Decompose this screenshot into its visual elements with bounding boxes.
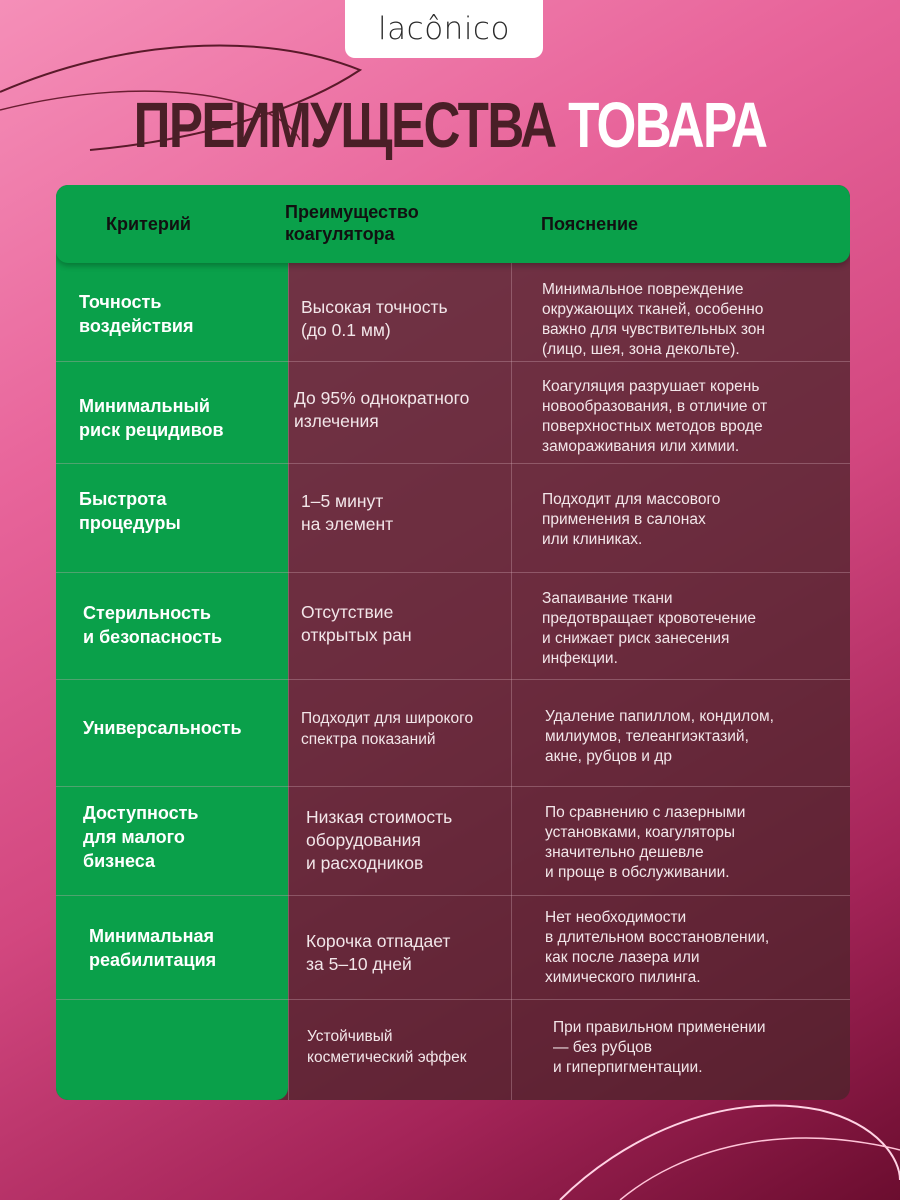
advantage-cell: Подходит для широкого спектра показаний — [301, 710, 474, 748]
explanation-cell: Запаивание ткани предотвращает кровотечение и снижает риск занесения инфекции. — [542, 590, 757, 667]
advantage-cell: Высокая точность (до 0.1 мм) — [301, 297, 448, 340]
advantage-cell: Устойчивый косметический эффек — [307, 1028, 467, 1066]
criterion-cell: Точность воздействия — [79, 292, 194, 336]
criterion-cell: Минимальный риск рецидивов — [79, 396, 224, 440]
advantage-cell: Корочка отпадает за 5–10 дней — [306, 931, 451, 974]
explanation-cell: Коагуляция разрушает корень новообразования, в отличие от поверхностных методов вроде замораживания или химии. — [542, 378, 768, 455]
criterion-cell: Доступность для малого бизнеса — [83, 803, 199, 871]
criterion-cell: Универсальность — [83, 718, 242, 738]
criterion-cell: Минимальная реабилитация — [89, 926, 217, 970]
title-part-2: ТОВАРА — [568, 89, 767, 161]
explanation-cell: Удаление папиллом, кондилом, милиумов, телеангиэктазий, акне, рубцов и др — [545, 708, 774, 765]
explanation-cell: При правильном применении — без рубцов и гиперпигментации. — [553, 1019, 766, 1076]
row-divider — [56, 679, 850, 680]
row-divider — [56, 572, 850, 573]
advantage-cell: 1–5 минут на элемент — [301, 491, 394, 534]
comparison-table — [56, 185, 850, 1100]
advantage-cell: Низкая стоимость оборудования и расходников — [306, 807, 453, 873]
row-divider — [56, 361, 850, 362]
explanation-cell: Минимальное повреждение окружающих тканей, особенно важно для чувствительных зон (лицо, шея, зона декольте). — [542, 281, 765, 358]
row-divider — [56, 999, 850, 1000]
logo-badge — [345, 0, 543, 58]
criterion-cell: Стерильность и безопасность — [83, 603, 223, 647]
row-divider — [56, 786, 850, 787]
explanation-cell: По сравнению с лазерными установками, коагуляторы значительно дешевле и проще в обслуживании. — [545, 804, 746, 881]
table-header — [56, 185, 850, 263]
header-explanation: Пояснение — [541, 214, 639, 234]
title-part-1: ПРЕИМУЩЕСТВА — [133, 89, 556, 161]
page-title — [90, 88, 810, 162]
header-criterion: Критерий — [106, 214, 191, 234]
brand-logo: lacônico — [378, 11, 510, 47]
explanation-cell: Подходит для массового применения в салонах или клиниках. — [542, 491, 721, 548]
column-divider — [288, 263, 289, 1100]
advantage-cell: Отсутствие открытых ран — [301, 602, 412, 645]
row-divider — [56, 463, 850, 464]
row-divider — [56, 895, 850, 896]
header-advantage: Преимущество коагулятора — [285, 202, 419, 244]
explanation-cell: Нет необходимости в длительном восстановлении, как после лазера или химического пилинга. — [545, 909, 770, 986]
criterion-cell: Быстрота процедуры — [79, 489, 181, 533]
advantage-cell: До 95% однократного излечения — [294, 388, 470, 431]
